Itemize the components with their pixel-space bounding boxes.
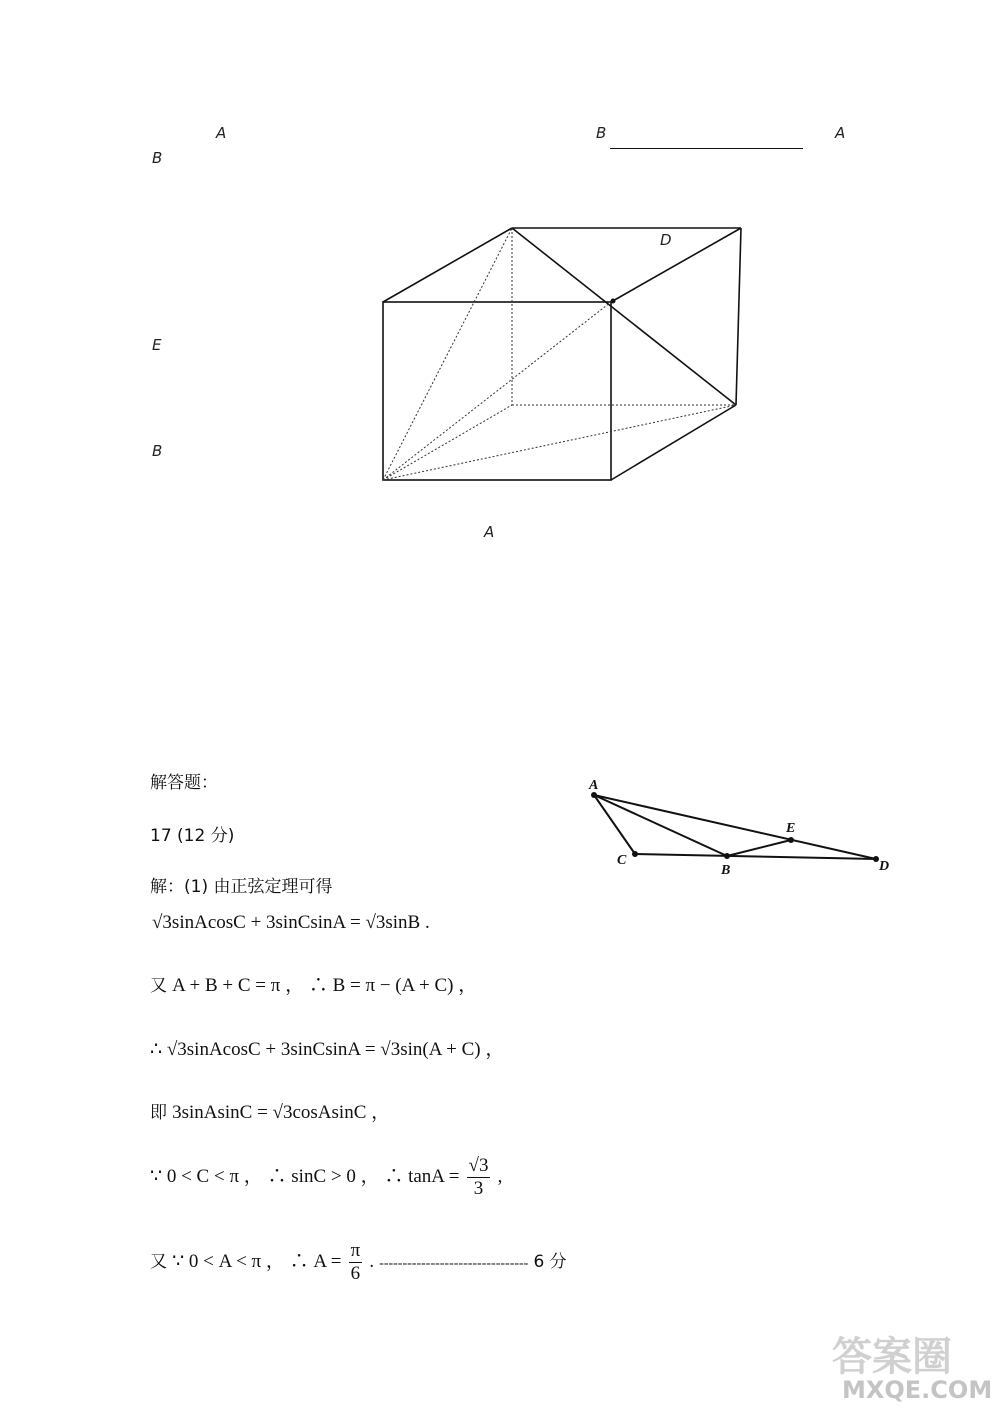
label-a-bottom: A	[484, 523, 495, 541]
tri-label-c: C	[617, 853, 627, 868]
label-b-top-mid: B	[596, 124, 607, 142]
line-5-expr: ∵ 0 < C < π ， ∴ sinC > 0 ， ∴ tanA =	[150, 1166, 460, 1187]
cube-dotted-diag-2	[383, 405, 736, 480]
line-6-dashes: --------------------------------	[379, 1256, 529, 1271]
line-6-prefix: 又	[150, 1252, 167, 1272]
line-6-numerator: π	[350, 1240, 361, 1261]
label-a-top-left: A	[216, 124, 227, 142]
line-6-score: 6 分	[533, 1252, 567, 1272]
tri-label-d: D	[879, 859, 890, 874]
segment-be	[727, 840, 791, 856]
line-4-prefix: 即	[150, 1103, 167, 1123]
cube-top-right-edge	[611, 228, 741, 302]
tri-label-e: E	[786, 821, 796, 836]
line-2-prefix: 又	[150, 976, 167, 996]
cube-solid-diagonal	[512, 228, 736, 405]
point-b	[724, 853, 730, 859]
line-4-expr: 3sinAsinC = √3cosAsinC ，	[172, 1102, 391, 1123]
point-e	[788, 837, 794, 843]
watermark-logo-text: 答案圈	[832, 1334, 952, 1380]
watermark-site: MXQE.COM	[842, 1376, 993, 1404]
cube-label-d: D	[660, 231, 672, 249]
solution-line-6: 又 ∵ 0 < A < π ， ∴ A = $\frac{\pi}{6}$ . -------------------------------- 6 分	[150, 1240, 567, 1284]
label-e-left: E	[152, 336, 162, 354]
line-2-expr: A + B + C = π ， ∴ B = π − (A + C) ，	[172, 975, 478, 996]
problem-number: 17 (12 分)	[150, 826, 235, 846]
segment-ad	[594, 795, 876, 859]
solution-line-2	[150, 970, 477, 997]
label-b-left: B	[152, 442, 163, 460]
cube-dotted-diag-3	[383, 302, 611, 480]
answer-blank-line	[610, 148, 803, 149]
line-6-fraction	[349, 1240, 363, 1285]
cube-point-dot	[611, 299, 616, 304]
segment-cd	[635, 854, 876, 859]
cube-hidden-left-bottom	[383, 405, 512, 480]
solution-line-1: √3sinAcosC + 3sinCsinA = √3sinB .	[152, 912, 430, 933]
tri-label-b: B	[721, 863, 731, 878]
line-5-denominator: 3	[473, 1178, 484, 1199]
tri-label-a: A	[589, 778, 599, 793]
cube-back-right-edge	[736, 228, 741, 405]
segment-ab	[594, 795, 727, 856]
solution-intro: 解：(1) 由正弦定理可得	[150, 877, 333, 897]
line-6-expr: ∵ 0 < A < π ， ∴ A =	[172, 1251, 342, 1272]
section-title: 解答题：	[150, 773, 218, 793]
label-a-top-right: A	[835, 124, 846, 142]
line-5-numerator: √3	[468, 1155, 489, 1176]
point-c	[632, 851, 638, 857]
triangle-figure	[580, 770, 900, 885]
solution-line-4	[150, 1097, 390, 1124]
label-b-top-left: B	[152, 149, 163, 167]
solution-line-5: ∵ 0 < C < π ， ∴ sinC > 0 ， ∴ tanA = $\frac{√3}{3}$ ,	[150, 1155, 503, 1199]
cube-figure	[370, 215, 760, 495]
cube-bottom-right-edge	[611, 405, 736, 480]
solution-line-3: ∴ √3sinAcosC + 3sinCsinA = √3sin(A + C) ，	[150, 1039, 505, 1060]
line-6-denominator: 6	[350, 1263, 361, 1284]
line-5-fraction	[467, 1155, 491, 1200]
